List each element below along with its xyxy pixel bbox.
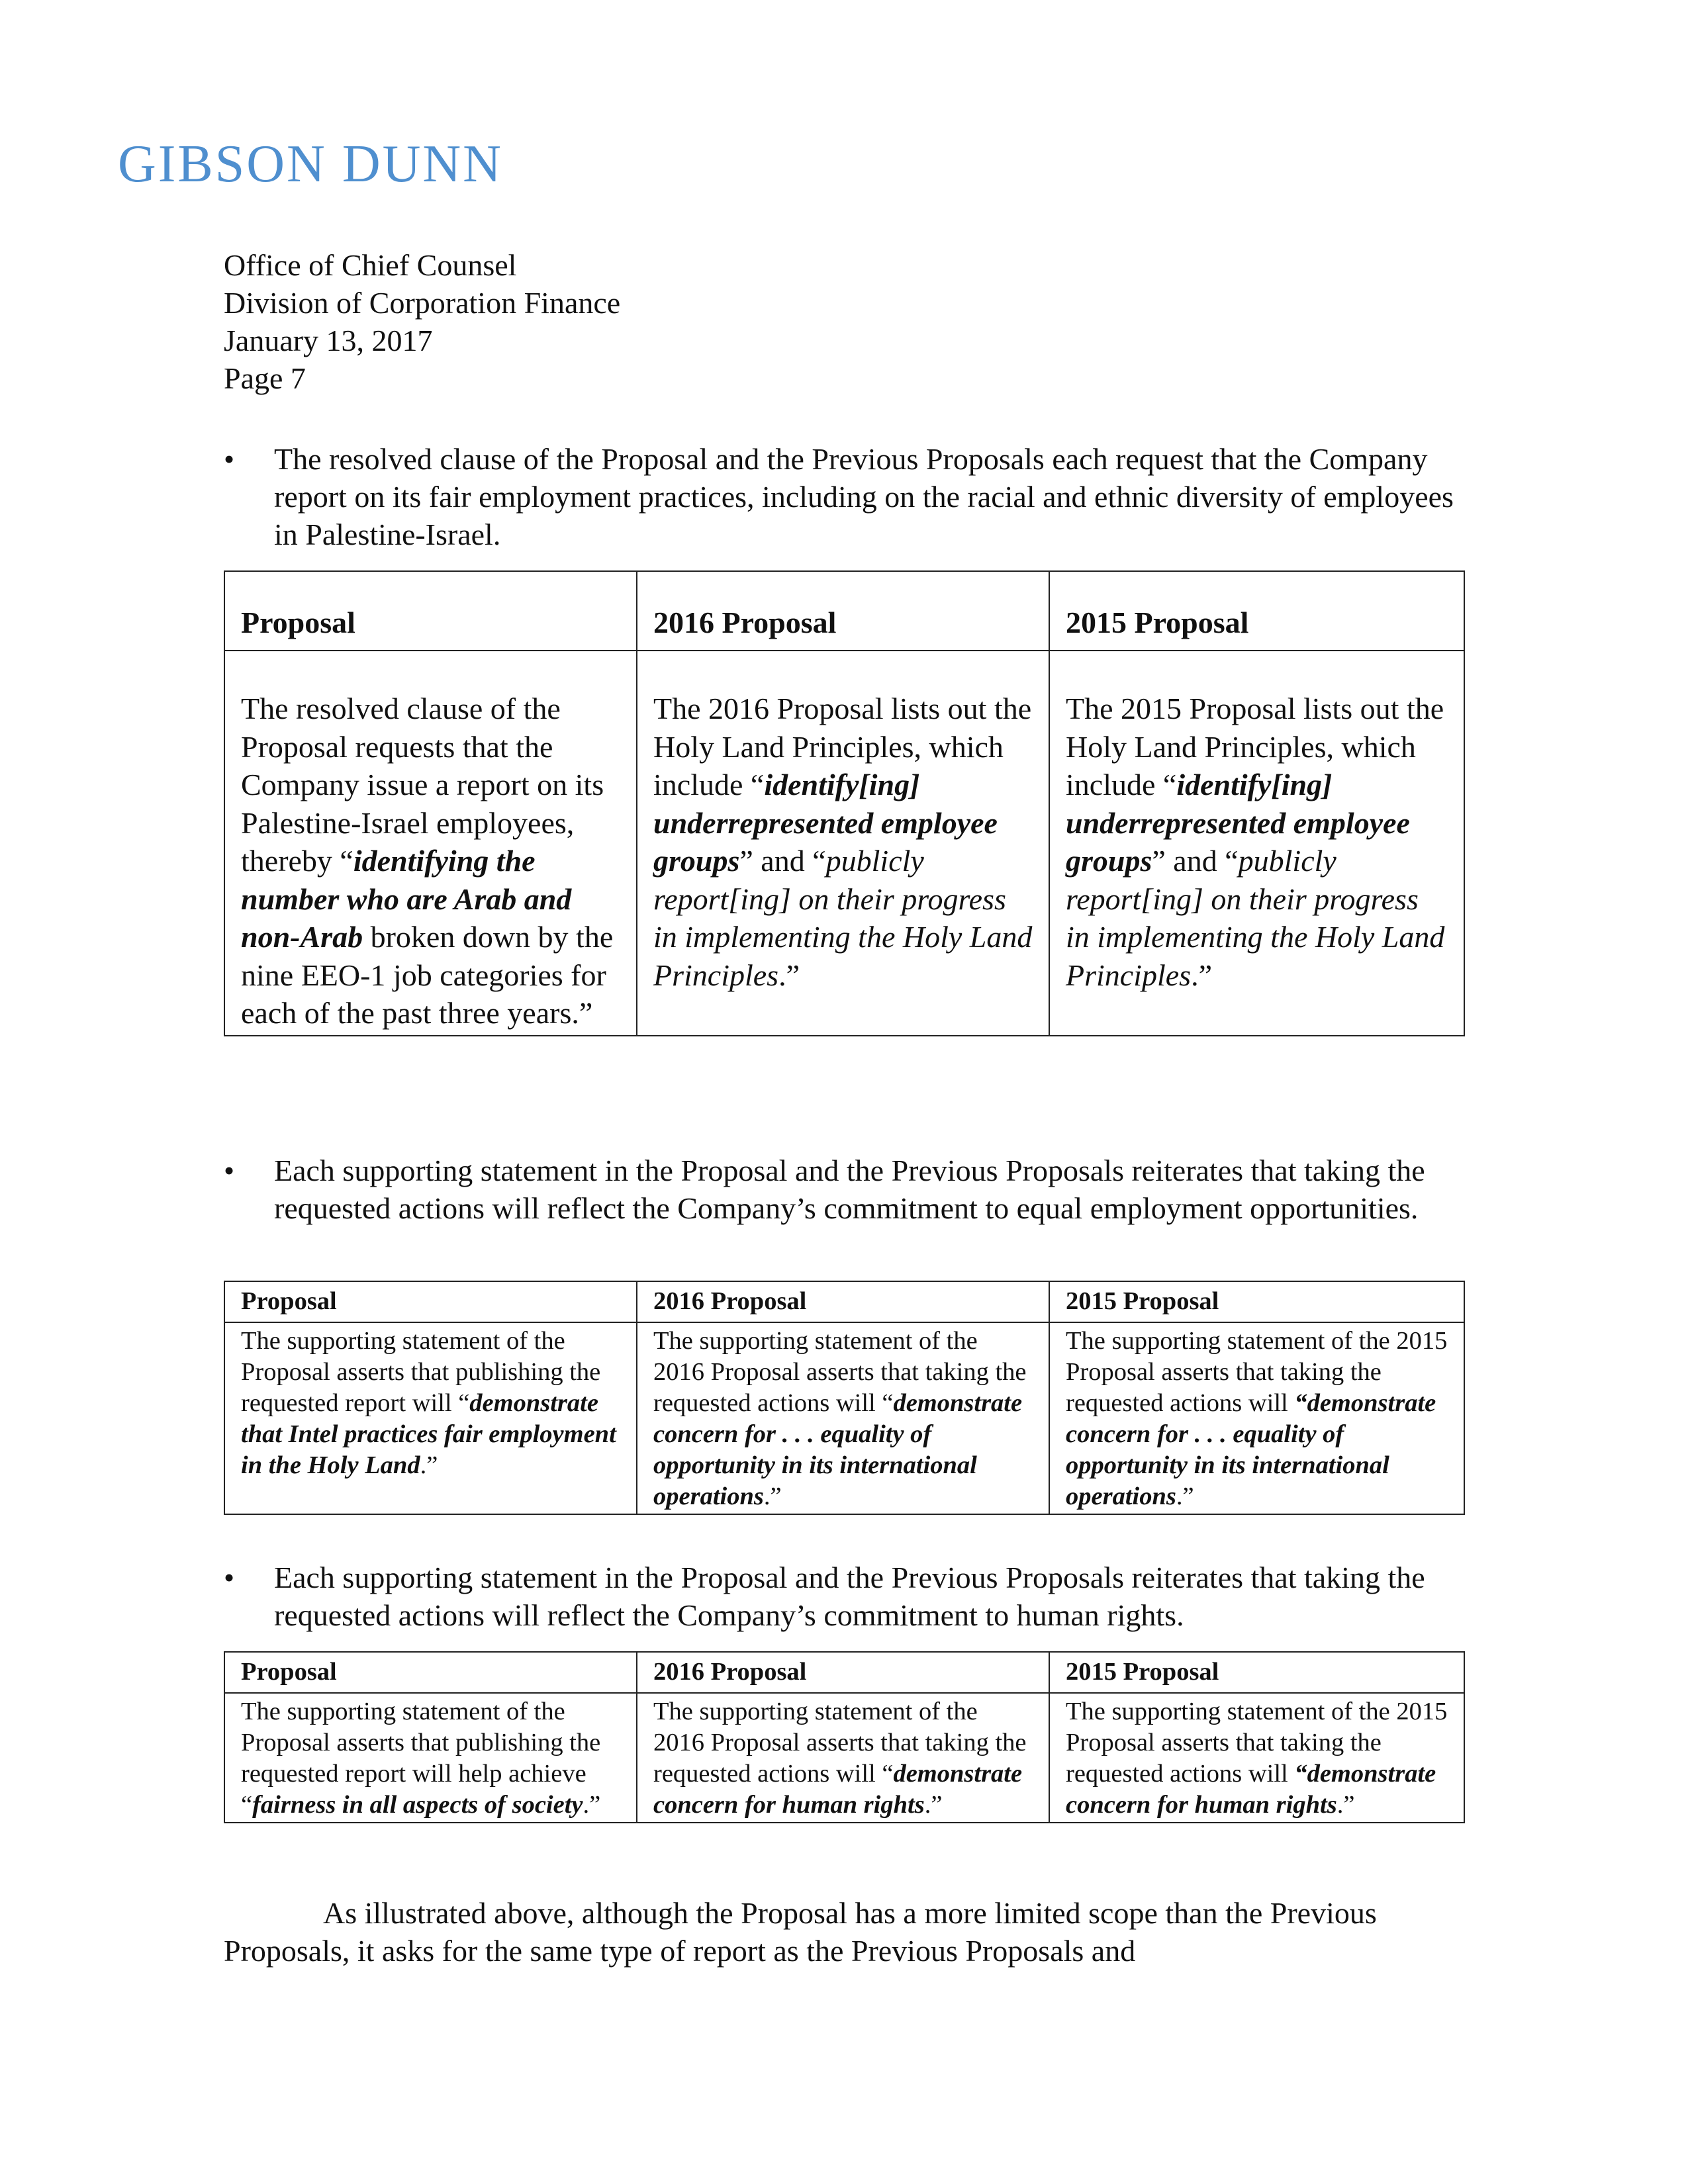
cell-text: .” — [420, 1451, 438, 1479]
header-2016-proposal: 2016 Proposal — [637, 1652, 1049, 1693]
cell-text: ” and “ — [739, 844, 826, 878]
cell-text: The supporting statement of the 2015 Proposal asserts that taking the requested actions will — [1066, 1698, 1448, 1788]
cell-2015-proposal — [1049, 1693, 1464, 1823]
cell-italic: publicly report[ing] on their progress in implementing the Holy Land Principles — [1066, 844, 1445, 992]
cell-text: The supporting statement of the 2016 Proposal asserts that taking the requested actions will “ — [653, 1698, 1027, 1788]
table-header-row — [224, 571, 1464, 651]
letter-header — [224, 246, 620, 397]
table-header-row — [224, 1281, 1464, 1322]
bullet-resolved-clause — [224, 440, 1455, 553]
comparison-table-human-rights — [224, 1651, 1465, 1823]
header-2015-proposal: 2015 Proposal — [1049, 571, 1464, 651]
header-2015-proposal: 2015 Proposal — [1049, 1281, 1464, 1322]
table-row — [224, 1693, 1464, 1823]
header-proposal: Proposal — [224, 1652, 637, 1693]
cell-text: .” — [583, 1791, 601, 1819]
cell-text: The supporting statement of the Proposal asserts that publishing the requested report will “ — [241, 1327, 601, 1417]
cell-emphasis: identify[ing] underrepresented employee groups — [653, 768, 998, 878]
cell-text: .” — [763, 1482, 782, 1510]
cell-emphasis: demonstrate that Intel practices fair employment in the Holy Land — [241, 1389, 616, 1479]
recipient-division: Division of Corporation Finance — [224, 286, 621, 320]
cell-proposal — [224, 651, 637, 1036]
cell-proposal — [224, 1693, 637, 1823]
cell-text: The supporting statement of the 2016 Proposal asserts that taking the requested actions will “ — [653, 1327, 1027, 1417]
cell-text: The resolved clause of the Proposal requests that the Company issue a report on its Palestine-Israel employees, thereby “ — [241, 692, 604, 878]
cell-text: .” — [1191, 958, 1212, 992]
cell-emphasis: identifying the number who are Arab and non-Arab — [241, 844, 572, 954]
header-2016-proposal: 2016 Proposal — [637, 571, 1049, 651]
cell-text: .” — [1336, 1791, 1355, 1819]
closing-paragraph — [224, 1894, 1464, 1970]
header-proposal: Proposal — [224, 1281, 637, 1322]
header-proposal: Proposal — [224, 571, 637, 651]
cell-emphasis: demonstrate concern for human rights — [653, 1760, 1023, 1819]
cell-text: The supporting statement of the Proposal asserts that publishing the requested report will help achieve “ — [241, 1698, 601, 1819]
cell-emphasis: demonstrate concern for . . . equality of opportunity in its international operations — [653, 1389, 1023, 1510]
cell-emphasis: identify[ing] underrepresented employee groups — [1066, 768, 1410, 878]
cell-text: broken down by the nine EEO-1 job categories for each of the past three years.” — [241, 920, 614, 1030]
header-2016-proposal: 2016 Proposal — [637, 1281, 1049, 1322]
bullet-equal-employment — [224, 1152, 1455, 1227]
table-row — [224, 651, 1464, 1036]
cell-text: .” — [778, 958, 800, 992]
cell-text: ” and “ — [1152, 844, 1239, 878]
cell-text: .” — [1176, 1482, 1194, 1510]
cell-2016-proposal — [637, 651, 1049, 1036]
bullet-text: Each supporting statement in the Proposal and the Previous Proposals reiterates that taking the requested actions will reflect the Company’s commitment to human rights. — [274, 1561, 1425, 1632]
bullet-human-rights — [224, 1559, 1455, 1634]
bullet-text: Each supporting statement in the Proposal and the Previous Proposals reiterates that taking the requested actions will reflect the Company’s commitment to equal employment opportunities. — [274, 1154, 1425, 1225]
letter-date: January 13, 2017 — [224, 324, 433, 357]
cell-emphasis: “demonstrate concern for human rights — [1066, 1760, 1436, 1819]
cell-2016-proposal — [637, 1322, 1049, 1514]
page-number: Page 7 — [224, 361, 306, 395]
cell-2016-proposal — [637, 1693, 1049, 1823]
paragraph-text: As illustrated above, although the Proposal has a more limited scope than the Previous Proposals, it asks for the same type of report as the Previous Proposals and — [224, 1896, 1377, 1968]
comparison-table-equal-employment — [224, 1281, 1465, 1515]
table-header-row — [224, 1652, 1464, 1693]
bullet-symbol: • — [224, 442, 235, 476]
cell-2015-proposal — [1049, 1322, 1464, 1514]
cell-emphasis: “demonstrate concern for . . . equality of opportunity in its international operations — [1066, 1389, 1436, 1510]
comparison-table-resolved-clause — [224, 570, 1465, 1036]
cell-text: The 2015 Proposal lists out the Holy Land Principles, which include “ — [1066, 692, 1444, 801]
cell-proposal — [224, 1322, 637, 1514]
bullet-text: The resolved clause of the Proposal and the Previous Proposals each request that the Company report on its fair employment practices, including on the racial and ethnic diversity of employees in Palestine-Israel. — [274, 442, 1454, 551]
recipient-office: Office of Chief Counsel — [224, 248, 517, 282]
bullet-symbol: • — [224, 1561, 235, 1594]
bullet-symbol: • — [224, 1154, 235, 1187]
firm-logo: GIBSON DUNN — [118, 135, 503, 193]
cell-text: .” — [924, 1791, 943, 1819]
cell-2015-proposal — [1049, 651, 1464, 1036]
header-2015-proposal: 2015 Proposal — [1049, 1652, 1464, 1693]
cell-text: The 2016 Proposal lists out the Holy Land Principles, which include “ — [653, 692, 1032, 801]
table-row — [224, 1322, 1464, 1514]
cell-text: The supporting statement of the 2015 Proposal asserts that taking the requested actions will — [1066, 1327, 1448, 1417]
cell-emphasis: fairness in all aspects of society — [252, 1791, 583, 1819]
cell-italic: publicly report[ing] on their progress in implementing the Holy Land Principles — [653, 844, 1033, 992]
